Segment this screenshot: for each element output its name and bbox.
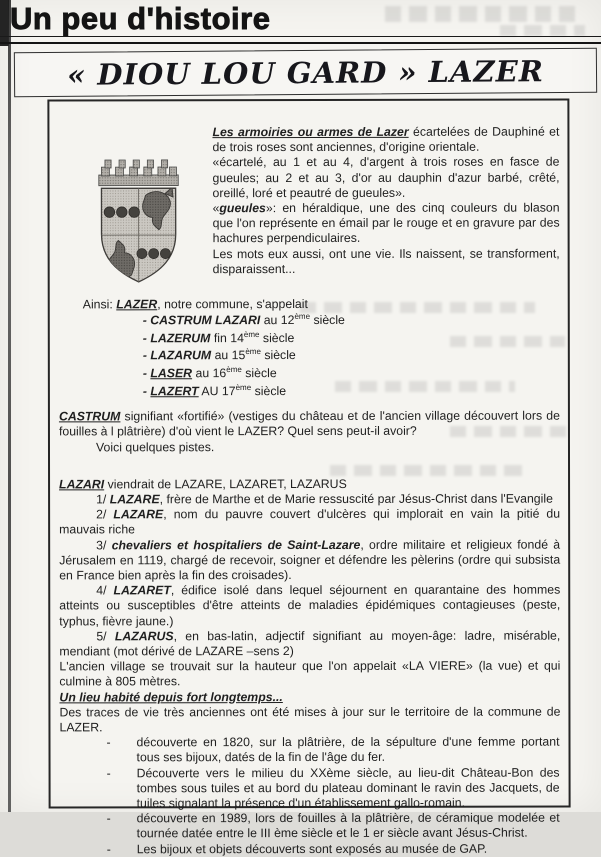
- armoiries-paragraph-3: «gueules»: en héraldique, une des cinq couleurs du blason que l'on représente en émail par le rouge et en gravure par des hachures perpendiculaires.: [59, 201, 560, 247]
- armoiries-paragraph-1: Les armoiries ou armes de Lazer écartelées de Dauphiné et de trois roses sont anciennes, d'origine orientale.: [58, 125, 559, 156]
- discovery-item: [60, 811, 561, 842]
- castrum-pistes-line: Voici quelques pistes.: [59, 439, 560, 455]
- castrum-paragraph: CASTRUM signifiant «fortifié» (vestiges du château et de l'ancien village découvert lors de fouilles à l plâtrière) d'où vient le LAZER? Quel sens peut-il avoir?: [59, 409, 560, 440]
- castrum-block: [59, 409, 560, 455]
- three-roses-quarter-1: [104, 207, 139, 218]
- name-evolution-intro: Ainsi: LAZER, notre commune, s'appelait: [83, 297, 560, 313]
- header-rule: [0, 36, 601, 44]
- headline-box: [14, 48, 597, 98]
- bleedthrough-artifact: [385, 6, 575, 22]
- bleedthrough-artifact: [500, 25, 585, 36]
- bullet-dash: -: [106, 736, 136, 766]
- lazari-item: 3/ chevaliers et hospitaliers de Saint-Lazare, ordre militaire et religieux fondé à Jérusalem en 1119, chargé de recevoir, soigner et défendre les pèlerins (ordre qui subsista en France bien après la fin des croisades).: [59, 537, 560, 583]
- bullet-dash: -: [107, 842, 137, 857]
- mural-crown-icon: [99, 160, 179, 186]
- lazari-block: [59, 476, 560, 659]
- bullet-dash: -: [107, 766, 137, 812]
- scan-edge-line: [8, 0, 11, 812]
- armoiries-paragraph-2: «écartelé, au 1 et au 4, d'argent à trois roses en fasce de gueules; au 2 et au 3, d'or au dauphin d'azur barbé, crêté, oreillé, loré et peautré de gueules».: [58, 155, 559, 201]
- discovery-item: [59, 735, 560, 766]
- lazari-intro: LAZARI viendrait de LAZARE, LAZARET, LAZARUS: [59, 476, 560, 492]
- lazari-item: 5/ LAZARUS, en bas-latin, adjectif signifiant au moyen-âge: ladre, misérable, mendiant (mot dérivé de LAZARE –sens 2): [59, 628, 560, 659]
- discovery-item: [60, 841, 561, 857]
- name-evolution-item: - LAZERT AU 17ème siècle: [143, 382, 560, 400]
- name-evolution-item: - CASTRUM LAZARI au 12ème siècle: [143, 312, 560, 330]
- name-evolution-block: [83, 297, 560, 401]
- name-evolution-item: - LAZERUM fin 14ème siècle: [143, 329, 560, 347]
- lazari-item: 2/ LAZARE, nom du pauvre couvert d'ulcères qui implorait en vain la pitié du mauvais riche: [59, 507, 560, 538]
- page-title: Un peu d'histoire: [10, 1, 270, 37]
- lieu-habite-heading: Un lieu habité depuis fort longtemps...: [59, 689, 560, 705]
- name-evolution-item: - LAZARUM au 15ème siècle: [143, 347, 560, 365]
- lazer-coat-of-arms-image: [85, 147, 191, 289]
- discovery-text: Les bijoux et objets découverts sont exposés au musée de GAP.: [137, 841, 561, 857]
- name-evolution-item: - LASER au 16ème siècle: [143, 365, 560, 383]
- lazari-item: 1/ LAZARE, frère de Marthe et de Marie ressuscité par Jésus-Christ dans l'Evangile: [59, 492, 560, 508]
- discovery-item: [60, 765, 561, 811]
- three-roses-quarter-4: [137, 249, 171, 259]
- discovery-text: découverte en 1989, lors de fouilles à la plâtrière, de céramique modelée et tournée datée entre le III ème siècle et le 1 er siècle avant Jésus-Christ.: [137, 811, 561, 842]
- armoiries-paragraph-4: Les mots eux aussi, ont une vie. Ils naissent, se transforment, disparaissent...: [59, 246, 560, 277]
- headline-text: « DIOU LOU GARD » LAZER: [67, 54, 544, 92]
- bullet-dash: -: [107, 812, 137, 842]
- ancien-village-paragraph: L'ancien village se trouvait sur la hauteur que l'on appelait «LA VIERE» (la vue) et qui culmine à 805 mètres.: [59, 659, 560, 690]
- content-frame: [47, 99, 570, 809]
- lazari-item: 4/ LAZARET, édifice isolé dans lequel séjournent en quarantaine des hommes atteints ou susceptibles d'être atteints de maladies épidémiques contagieuses (peste, typhus, fièvre jaune.): [59, 583, 560, 629]
- discovery-text: Découverte vers le milieu du XXème siècle, au lieu-dit Château-Bon des tombes sous tuiles et au bord du plateau dominant le ravin des Jacquets, de tuiles signalant la présence d'un établissement gallo-romain.: [137, 765, 561, 811]
- discovery-text: découverte en 1820, sur la plâtrière, de la sépulture d'une femme portant tous ses bijoux, datés de la fin de l'âge du fer.: [136, 735, 560, 766]
- lieu-habite-intro: Des traces de vie très anciennes ont été mises à jour sur le territoire de la commune de LAZER.: [59, 704, 560, 735]
